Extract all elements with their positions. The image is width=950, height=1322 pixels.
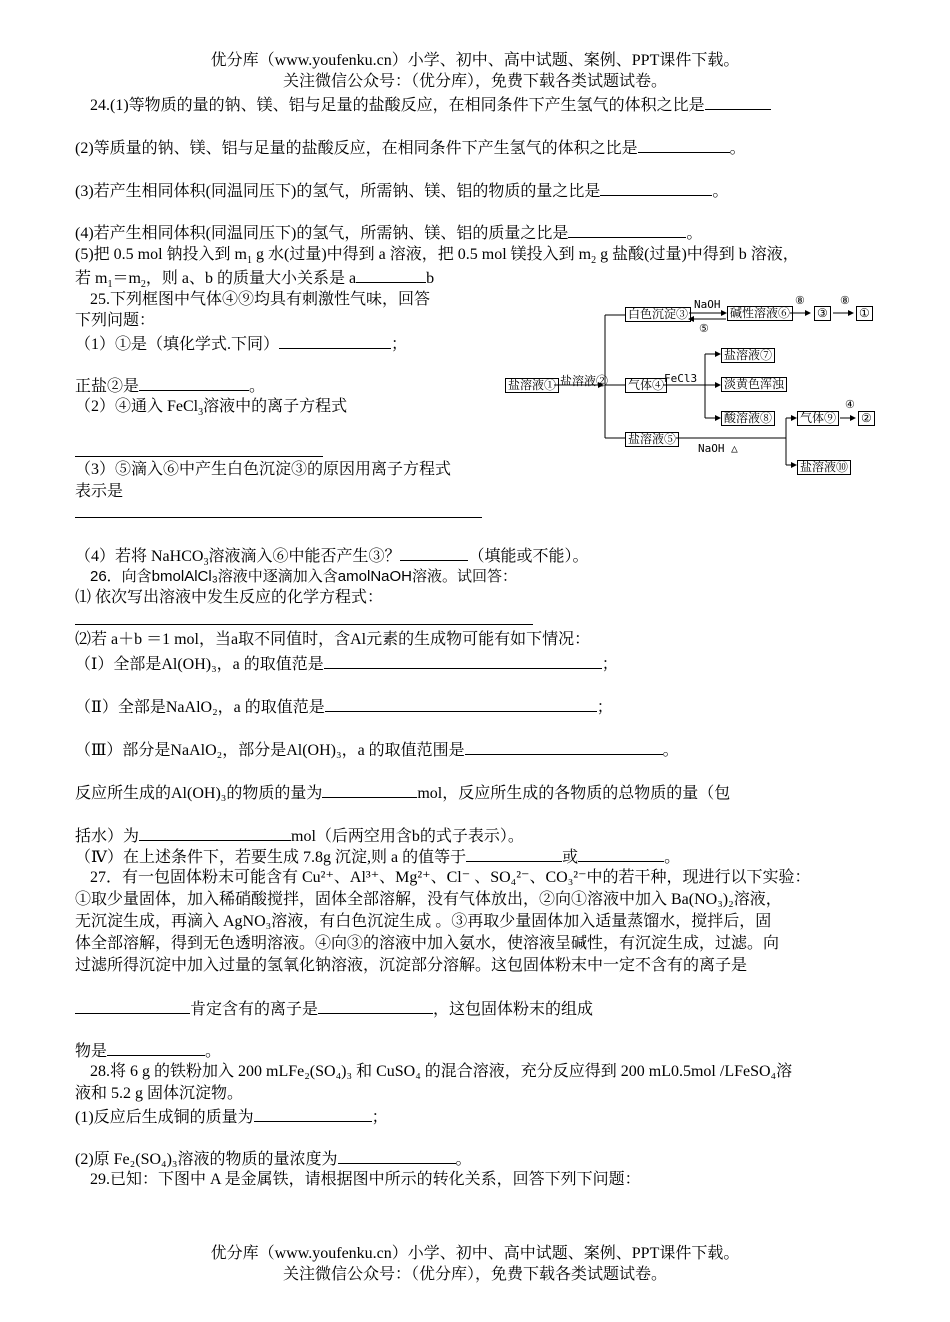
answer-blank[interactable] bbox=[139, 825, 291, 841]
node-salt-solution-5: 盐溶液⑤ bbox=[625, 432, 679, 447]
answer-blank[interactable] bbox=[466, 846, 562, 862]
q26-part2: ⑵若 a＋b ＝1 mol，当a取不同值时，含Al元素的生成物可能有如下情况： bbox=[75, 631, 591, 648]
label-5: ⑤ bbox=[699, 322, 709, 335]
answer-blank[interactable] bbox=[279, 333, 391, 349]
q27-text-1: ①取少量固体，加入稀硝酸搅拌，固体全部溶解，没有气体放出，②向①溶液中加入 Ba(NO₃)₂溶液， bbox=[75, 891, 782, 908]
q26-case-1: （Ⅰ）全部是Al(OH)₃，a 的取值范是 ； bbox=[75, 653, 618, 675]
flow-lines bbox=[500, 290, 900, 490]
label-8: ⑧ bbox=[840, 294, 850, 307]
q26-case-3: （Ⅲ）部分是NaAlO₂，部分是Al(OH)₃，a 的取值范围是 。 bbox=[75, 739, 679, 761]
answer-blank[interactable] bbox=[400, 545, 468, 561]
answer-blank[interactable] bbox=[318, 998, 433, 1014]
q28-part1: (1)反应后生成铜的质量为 ； bbox=[75, 1106, 388, 1128]
answer-blank[interactable] bbox=[325, 696, 597, 712]
node-salt-solution-2: 盐溶液② bbox=[560, 374, 609, 388]
q25-part2: （2）④通入 FeCl$_3$溶液中的离子方程式 bbox=[75, 398, 348, 419]
answer-blank[interactable] bbox=[139, 375, 249, 391]
q26-case-2: （Ⅱ）全部是NaAlO₂，a 的取值范是 ； bbox=[75, 696, 613, 718]
q25-part4: （4）若将 NaHCO$_3$溶液滴入⑥中能否产生③？ （填能或不能）。 bbox=[75, 545, 588, 567]
answer-line[interactable] bbox=[75, 517, 482, 518]
label-naoh-heat: NaOH △ bbox=[698, 442, 738, 455]
q26-part1: ⑴ 依次写出溶液中发生反应的化学方程式： bbox=[75, 589, 384, 606]
q24-part5: (5)把 0.5 mol 钠投入到 $m_1$ g 水(过量)中得到 a 溶液，把 0.5 mol 镁投入到 $m_2$ g 盐酸(过量)中得到 b 溶液， bbox=[75, 246, 799, 267]
q27-text-4: 过滤所得沉淀中加入过量的氢氧化钠溶液，沉淀部分溶解。这包固体粉末中一定不含有的离子是 bbox=[75, 957, 748, 974]
label-naoh: NaOH bbox=[694, 298, 721, 311]
answer-blank[interactable] bbox=[254, 1106, 372, 1122]
label-4: ④ bbox=[845, 398, 855, 411]
node-salt-solution-1: 盐溶液① bbox=[505, 378, 559, 393]
node-white-precipitate-3: 白色沉淀③ bbox=[625, 307, 691, 322]
node-gas-9: 气体⑨ bbox=[797, 411, 839, 426]
q25-part1b: 正盐②是 。 bbox=[75, 375, 265, 397]
q26-case-3-total: 括水）为 mol（后两空用含b的式子表示）。 bbox=[75, 825, 524, 847]
answer-blank[interactable] bbox=[322, 782, 417, 798]
header-line-2: 关注微信公众号：（优分库），免费下载各类试题试卷。 bbox=[282, 73, 667, 90]
q24-part5-cont: 若 $m_1=m_2$，则 a、b 的质量大小关系是 a b bbox=[75, 267, 434, 289]
node-acid-solution-8: 酸溶液⑧ bbox=[721, 411, 775, 426]
answer-blank[interactable] bbox=[107, 1040, 205, 1056]
q28-stem-cont: 液和 5.2 g 固体沉淀物。 bbox=[75, 1085, 244, 1102]
node-alkaline-solution-6: 碱性溶液⑥ bbox=[727, 306, 793, 321]
q27-text-3: 体全部溶解，得到无色透明溶液。④向③的溶液中加入氨水，使溶液呈碱性，有沉淀生成，过滤。向 bbox=[75, 935, 780, 952]
q27-composition: 物是 。 bbox=[75, 1040, 221, 1062]
q25-part3: （3）⑤滴入⑥中产生白色沉淀③的原因用离子方程式 bbox=[75, 461, 452, 478]
q24-part2: (2)等质量的钠、镁、铝与足量的盐酸反应，在相同条件下产生氢气的体积之比是 。 bbox=[75, 137, 746, 159]
q27-text-2: 无沉淀生成，再滴入 AgNO₃溶液，有白色沉淀生成 。③再取少量固体加入适量蒸馏水，搅拌后，固 bbox=[75, 913, 772, 930]
q25-part1: （1）①是（填化学式.下同） ； bbox=[75, 333, 407, 355]
node-circle-2: ② bbox=[858, 411, 875, 426]
answer-blank[interactable] bbox=[75, 998, 190, 1014]
label-fecl3: FeCl3 bbox=[664, 372, 698, 385]
q26-case-4: （Ⅳ）在上述条件下，若要生成 7.8g 沉淀,则 a 的值等于 或 。 bbox=[75, 846, 680, 868]
node-circle-1: ① bbox=[856, 306, 873, 321]
q24-part3: (3)若产生相同体积(同温同压下)的氢气，所需钠、镁、铝的物质的量之比是 。 bbox=[75, 180, 728, 202]
q27-stem: 27．有一包固体粉末可能含有 Cu²⁺、Al³⁺、Mg²⁺、Cl⁻ 、SO₄²⁻、CO₃²⁻中的若干种，现进行以下实验： bbox=[90, 869, 811, 886]
label-8: ⑧ bbox=[795, 294, 805, 307]
footer-line-2: 关注微信公众号：（优分库），免费下载各类试题试卷。 bbox=[282, 1266, 667, 1283]
q28-part2: (2)原 Fe₂(SO₄)₃溶液的物质的量浓度为 。 bbox=[75, 1148, 472, 1170]
answer-line[interactable] bbox=[75, 624, 533, 625]
node-pale-yellow-turbidity: 淡黄色浑浊 bbox=[721, 377, 787, 392]
node-salt-solution-7: 盐溶液⑦ bbox=[721, 348, 775, 363]
q25-stem-1: 25.下列框图中气体④⑨均具有刺激性气味，回答 bbox=[90, 291, 431, 308]
q25-part3-cont: 表示是 bbox=[75, 483, 124, 500]
q25-stem-2: 下列问题： bbox=[75, 312, 156, 329]
answer-blank[interactable] bbox=[638, 137, 730, 153]
answer-blank[interactable] bbox=[338, 1148, 456, 1164]
answer-line[interactable] bbox=[75, 456, 323, 457]
node-salt-solution-10: 盐溶液⑩ bbox=[797, 460, 851, 475]
answer-blank[interactable] bbox=[324, 653, 602, 669]
q24-part1: 24.(1)等物质的量的钠、镁、铝与足量的盐酸反应，在相同条件下产生氢气的体积之比是 bbox=[90, 94, 771, 116]
answer-blank[interactable] bbox=[356, 267, 426, 283]
q24-part4: (4)若产生相同体积(同温同压下)的氢气，所需钠、镁、铝的质量之比是 。 bbox=[75, 222, 702, 244]
answer-blank[interactable] bbox=[600, 180, 712, 196]
q27-answers: 肯定含有的离子是 ，这包固体粉末的组成 bbox=[75, 998, 593, 1020]
node-circle-3: ③ bbox=[814, 306, 831, 321]
answer-blank[interactable] bbox=[578, 846, 664, 862]
answer-blank[interactable] bbox=[465, 739, 663, 755]
q28-stem: 28.将 6 g 的铁粉加入 200 mLFe₂(SO₄)₃ 和 CuSO₄ 的混合溶液，充分反应得到 200 mL0.5mol /LFeSO₄溶 bbox=[90, 1063, 793, 1080]
header-line-1: 优分库（www.youfenku.cn）小学、初中、高中试题、案例、PPT课件下载。 bbox=[210, 52, 740, 69]
node-gas-4: 气体④ bbox=[625, 378, 667, 393]
footer-line-1: 优分库（www.youfenku.cn）小学、初中、高中试题、案例、PPT课件下载。 bbox=[210, 1245, 740, 1262]
q26-stem: 26．向含bmolAlCl₃溶液中逐滴加入含amolNaOH溶液。试回答： bbox=[90, 568, 517, 585]
q26-case-3-amount: 反应所生成的Al(OH)₃的物质的量为 mol，反应所生成的各物质的总物质的量（包 bbox=[75, 782, 730, 804]
q29-stem: 29.已知：下图中 A 是金属铁，请根据图中所示的转化关系，回答下列下问题： bbox=[90, 1171, 641, 1188]
answer-blank[interactable] bbox=[568, 222, 686, 238]
answer-blank[interactable] bbox=[705, 94, 771, 110]
